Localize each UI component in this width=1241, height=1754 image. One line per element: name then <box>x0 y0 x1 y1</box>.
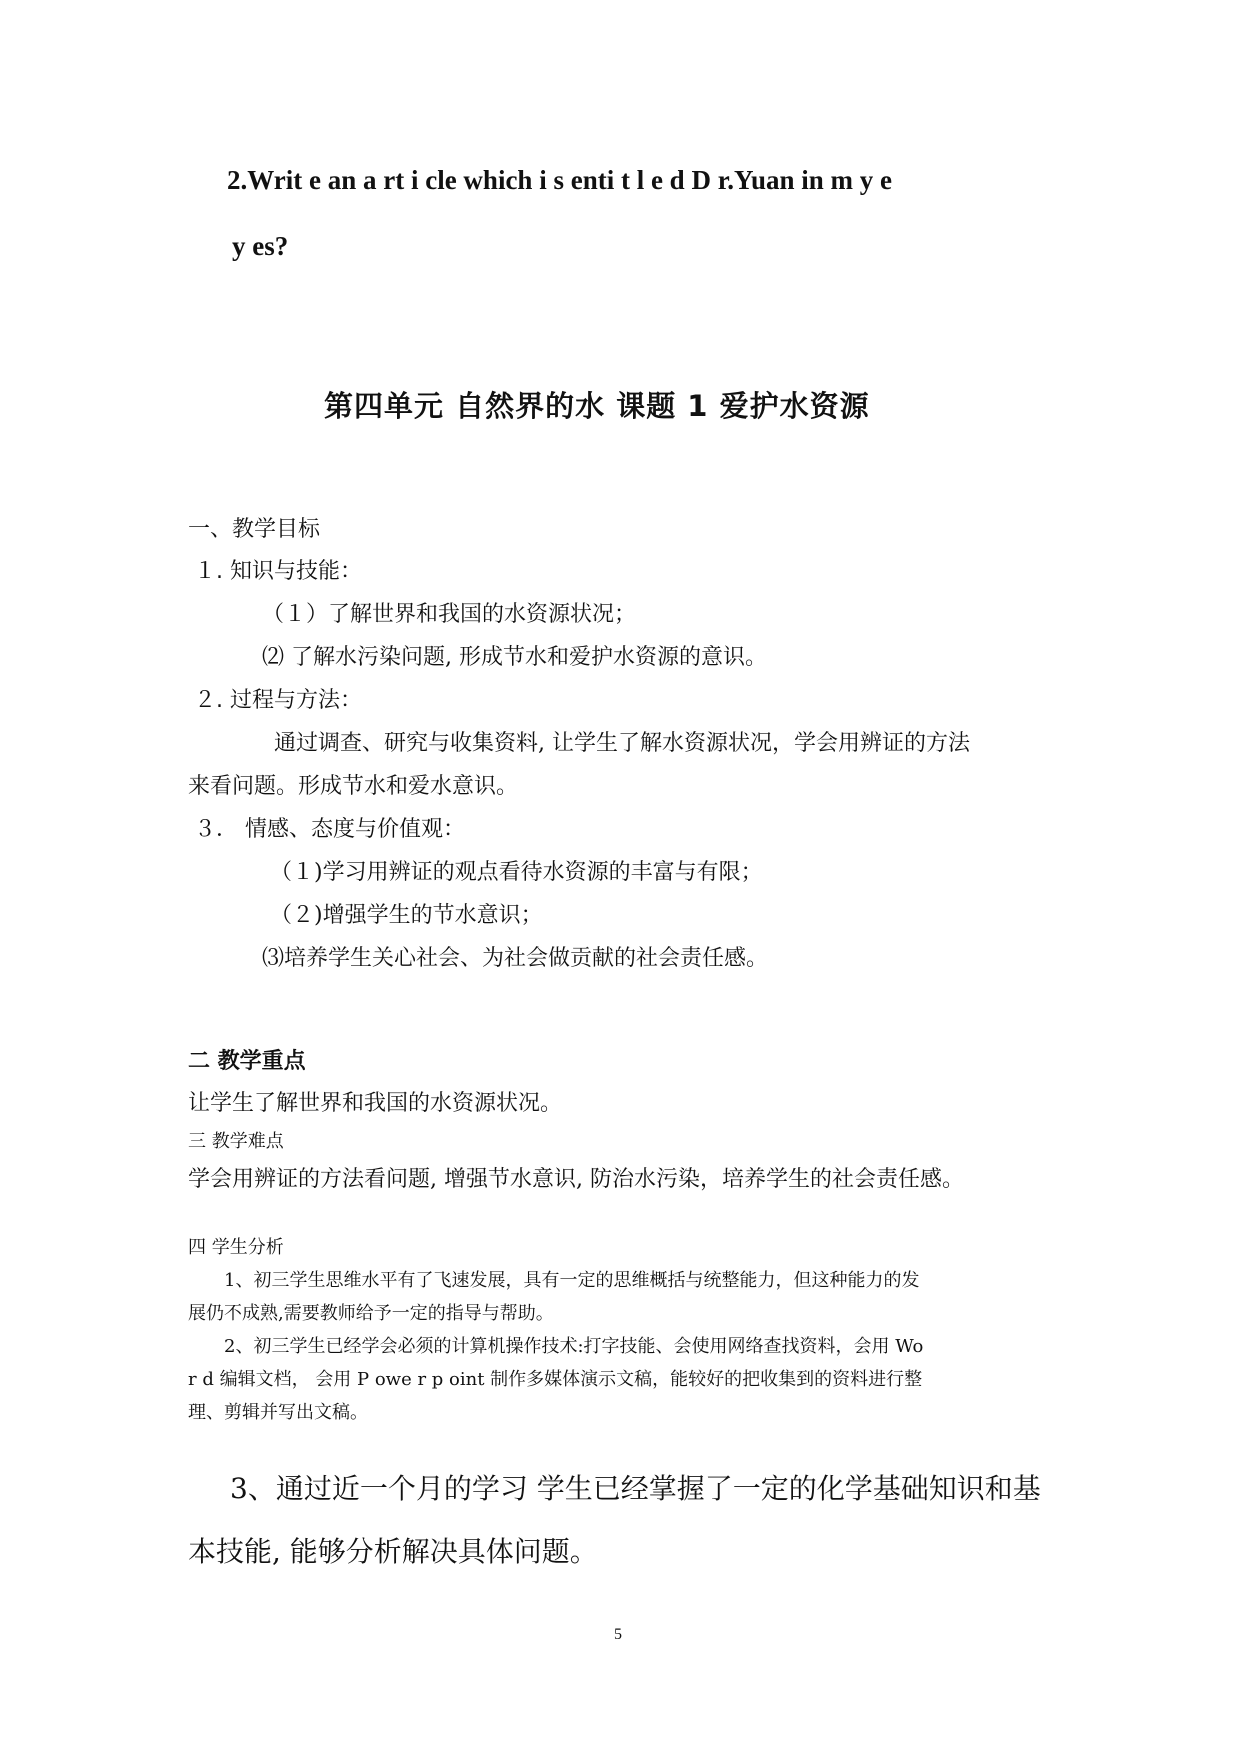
analysis-para-1-line-2: 展仍不成熟,需要教师给予一定的指导与帮助。 <box>188 1303 554 1324</box>
analysis-para-2-line-3: 理、剪辑并写出文稿。 <box>188 1402 368 1423</box>
subsection-2-label: ２. 过程与方法： <box>194 688 362 713</box>
section-3-heading: 三 教学难点 <box>188 1131 284 1152</box>
subsection-3-label: ３． 情感、态度与价值观： <box>194 817 465 842</box>
analysis-para-3-line-2: 本技能, 能够分析解决具体问题。 <box>188 1535 598 1568</box>
subsection-3-item-1: （１)学习用辨证的观点看待水资源的丰富与有限； <box>270 860 763 885</box>
section-3-text: 学会用辨证的方法看问题, 增强节水意识, 防治水污染，培养学生的社会责任感。 <box>188 1167 964 1192</box>
section-4-heading: 四 学生分析 <box>188 1237 284 1258</box>
section-1-heading: 一、教学目标 <box>188 517 321 542</box>
question-line-2: y es? <box>232 231 289 261</box>
analysis-para-1-line-1: 1、初三学生思维水平有了飞速发展，具有一定的思维概括与统整能力，但这种能力的发 <box>224 1270 920 1291</box>
subsection-3-item-2: （２)增强学生的节水意识； <box>270 903 543 928</box>
subsection-2-text-line-2: 来看问题。形成节水和爱水意识。 <box>188 774 519 799</box>
analysis-para-2-line-2: r d 编辑文档， 会用 P owe r p oint 制作多媒体演示文稿，能较好的把收集到的资料进行整 <box>188 1369 923 1390</box>
section-2-heading: 二 教学重点 <box>188 1049 306 1074</box>
analysis-para-2-line-1: 2、初三学生已经学会必须的计算机操作技术:打字技能、会使用网络查找资料，会用 Wo <box>224 1336 924 1357</box>
question-line-1: 2.Writ e an a rt i cle which i s enti t l e d D r.Yuan in m y e <box>227 165 892 195</box>
subsection-1-label: １. 知识与技能： <box>194 559 362 584</box>
subsection-2-text-line-1: 通过调查、研究与收集资料, 让学生了解水资源状况，学会用辨证的方法 <box>274 731 970 756</box>
page-number: 5 <box>614 1626 622 1643</box>
section-2-text: 让学生了解世界和我国的水资源状况。 <box>188 1091 563 1116</box>
subsection-1-item-2: ⑵ 了解水污染问题, 形成节水和爱护水资源的意识。 <box>262 645 767 670</box>
lesson-title: 第四单元 自然界的水 课题 1 爱护水资源 <box>324 389 870 423</box>
subsection-1-item-1: （１）了解世界和我国的水资源状况； <box>262 602 637 627</box>
subsection-3-item-3: ⑶培养学生关心社会、为社会做贡献的社会责任感。 <box>262 946 769 971</box>
analysis-para-3-line-1: 3、通过近一个月的学习 学生已经掌握了一定的化学基础知识和基 <box>230 1472 1041 1505</box>
